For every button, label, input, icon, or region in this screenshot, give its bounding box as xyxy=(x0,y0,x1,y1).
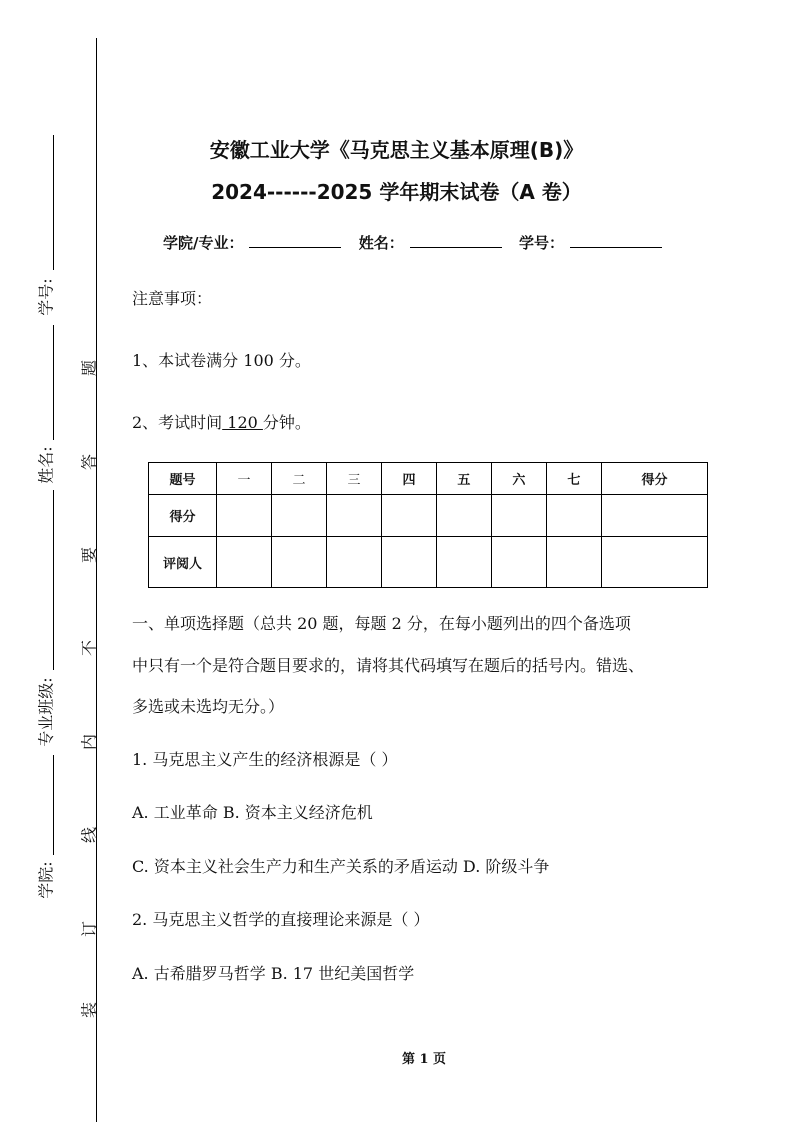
score-cell[interactable] xyxy=(601,495,707,537)
field-underline xyxy=(53,490,54,670)
margin-notice-char: 线 xyxy=(79,826,99,844)
exam-subtitle: 2024------2025 学年期末试卷（A 卷） xyxy=(211,180,582,204)
score-cell[interactable] xyxy=(491,495,546,537)
note-2-text: 2、考试时间 xyxy=(132,413,223,432)
margin-notice-char: 题 xyxy=(79,359,99,377)
score-cell[interactable] xyxy=(271,495,326,537)
section-1-instructions: 中只有一个是符合题目要求的，请将其代码填写在题后的括号内。错选、 xyxy=(132,656,645,675)
margin-id-label: 学号: xyxy=(36,278,56,316)
college-field[interactable] xyxy=(249,233,341,248)
score-table xyxy=(148,462,708,588)
score-cell[interactable] xyxy=(546,495,601,537)
table-header-cell: 三 xyxy=(326,463,381,495)
margin-name-label: 姓名: xyxy=(36,446,56,484)
student-info-row xyxy=(163,232,674,253)
margin-notice-char: 内 xyxy=(79,733,99,751)
grader-cell[interactable] xyxy=(271,537,326,588)
grader-cell[interactable] xyxy=(546,537,601,588)
margin-notice-char: 答 xyxy=(79,453,99,471)
grader-cell[interactable] xyxy=(436,537,491,588)
margin-notice-char: 装 xyxy=(79,1001,99,1019)
table-row xyxy=(149,537,708,588)
question-1: 1. 马克思主义产生的经济根源是（ ） xyxy=(132,750,398,769)
grader-cell[interactable] xyxy=(381,537,436,588)
table-header-cell: 二 xyxy=(271,463,326,495)
table-header-cell: 一 xyxy=(217,463,272,495)
grader-cell[interactable] xyxy=(601,537,707,588)
notes-heading: 注意事项： xyxy=(132,289,213,308)
field-underline xyxy=(53,325,54,440)
note-1: 1、本试卷满分 100 分。 xyxy=(132,351,311,370)
field-underline xyxy=(53,755,54,855)
section-1-instructions: 一、单项选择题（总共 20 题，每题 2 分，在每小题列出的四个备选项 xyxy=(132,614,631,633)
table-header-cell: 六 xyxy=(491,463,546,495)
table-header-cell: 题号 xyxy=(149,463,217,495)
score-cell[interactable] xyxy=(326,495,381,537)
margin-notice-char: 要 xyxy=(79,546,99,564)
table-header-cell: 五 xyxy=(436,463,491,495)
margin-notice-char: 不 xyxy=(79,639,99,657)
college-label: 学院/专业： xyxy=(163,234,244,252)
table-header-cell: 七 xyxy=(546,463,601,495)
page-number: 第 1 页 xyxy=(401,1052,447,1067)
exam-title: 安徽工业大学《马克思主义基本原理(B)》 xyxy=(209,138,584,162)
table-header-cell: 四 xyxy=(381,463,436,495)
section-1-instructions: 多选或未选均无分。） xyxy=(132,697,285,716)
name-label: 姓名： xyxy=(358,234,404,252)
question-1-options: C. 资本主义社会生产力和生产关系的矛盾运动 D. 阶级斗争 xyxy=(132,857,550,876)
row-label: 评阅人 xyxy=(149,537,217,588)
margin-college-label: 学院: xyxy=(36,861,56,899)
id-field[interactable] xyxy=(570,233,662,248)
note-2-suffix: 分钟。 xyxy=(262,413,311,432)
note-2 xyxy=(132,410,311,433)
grader-cell[interactable] xyxy=(491,537,546,588)
table-header-cell: 得分 xyxy=(601,463,707,495)
table-row xyxy=(149,495,708,537)
question-2-options: A. 古希腊罗马哲学 B. 17 世纪美国哲学 xyxy=(132,964,415,983)
id-label: 学号： xyxy=(518,234,564,252)
grader-cell[interactable] xyxy=(217,537,272,588)
margin-class-label: 专业班级: xyxy=(36,677,56,747)
margin-notice-char: 订 xyxy=(79,920,99,938)
score-cell[interactable] xyxy=(217,495,272,537)
exam-duration: 120 xyxy=(222,413,263,432)
name-field[interactable] xyxy=(410,233,502,248)
table-header-row xyxy=(149,463,708,495)
question-1-options: A. 工业革命 B. 资本主义经济危机 xyxy=(132,803,373,822)
score-cell[interactable] xyxy=(381,495,436,537)
score-cell[interactable] xyxy=(436,495,491,537)
question-2: 2. 马克思主义哲学的直接理论来源是（ ） xyxy=(132,910,430,929)
row-label: 得分 xyxy=(149,495,217,537)
grader-cell[interactable] xyxy=(326,537,381,588)
